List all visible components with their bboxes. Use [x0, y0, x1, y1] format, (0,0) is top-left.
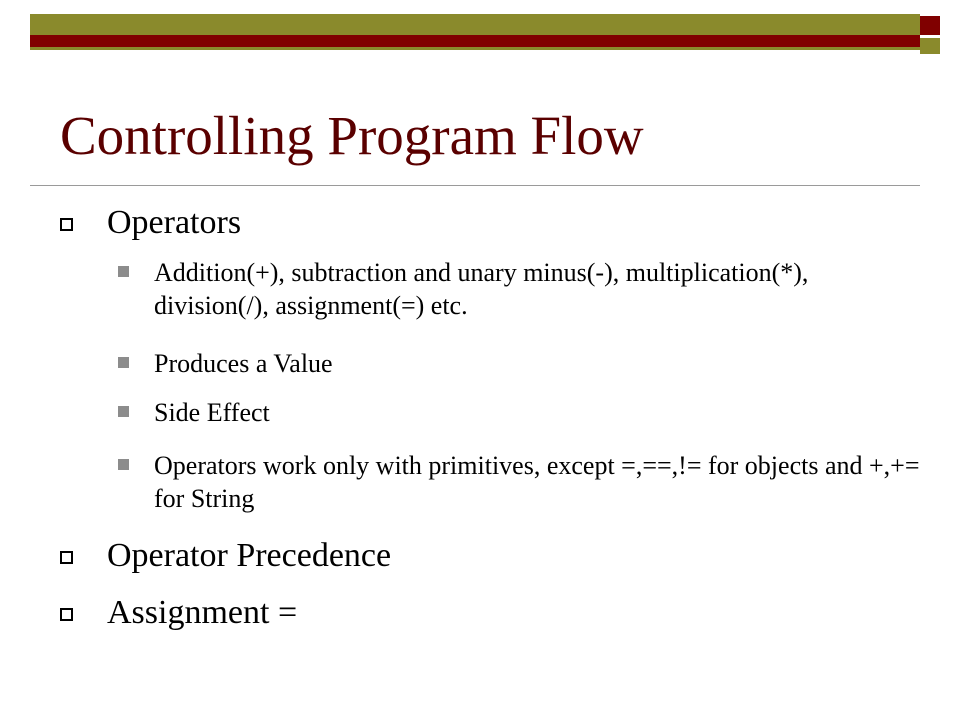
bullet-text: Operators work only with primitives, except =,==,!= for objects and +,+= for String	[154, 451, 920, 513]
filled-square-bullet-icon	[118, 357, 129, 368]
top-maroon-stripe	[30, 35, 920, 47]
top-olive-thin-stripe	[30, 47, 920, 50]
hollow-square-bullet-icon	[60, 608, 73, 621]
bullet-text: Addition(+), subtraction and unary minus(-), multiplication(*), division(/), assignment(=) etc.	[154, 258, 809, 320]
bullet-text: Operator Precedence	[107, 537, 392, 574]
corner-square-maroon	[920, 16, 940, 35]
top-olive-stripe	[30, 14, 920, 35]
bullet-text: Produces a Value	[154, 349, 333, 378]
bullet-text: Assignment =	[107, 594, 298, 631]
filled-square-bullet-icon	[118, 406, 129, 417]
slide-title: Controlling Program Flow	[60, 105, 644, 166]
top-decor-bar	[30, 14, 960, 54]
filled-square-bullet-icon	[118, 459, 129, 470]
hollow-square-bullet-icon	[60, 551, 73, 564]
title-divider	[30, 185, 920, 186]
hollow-square-bullet-icon	[60, 218, 73, 231]
bullet-text: Side Effect	[154, 398, 270, 427]
filled-square-bullet-icon	[118, 266, 129, 277]
bullet-text: Operators	[107, 204, 242, 241]
corner-square-olive	[920, 38, 940, 54]
